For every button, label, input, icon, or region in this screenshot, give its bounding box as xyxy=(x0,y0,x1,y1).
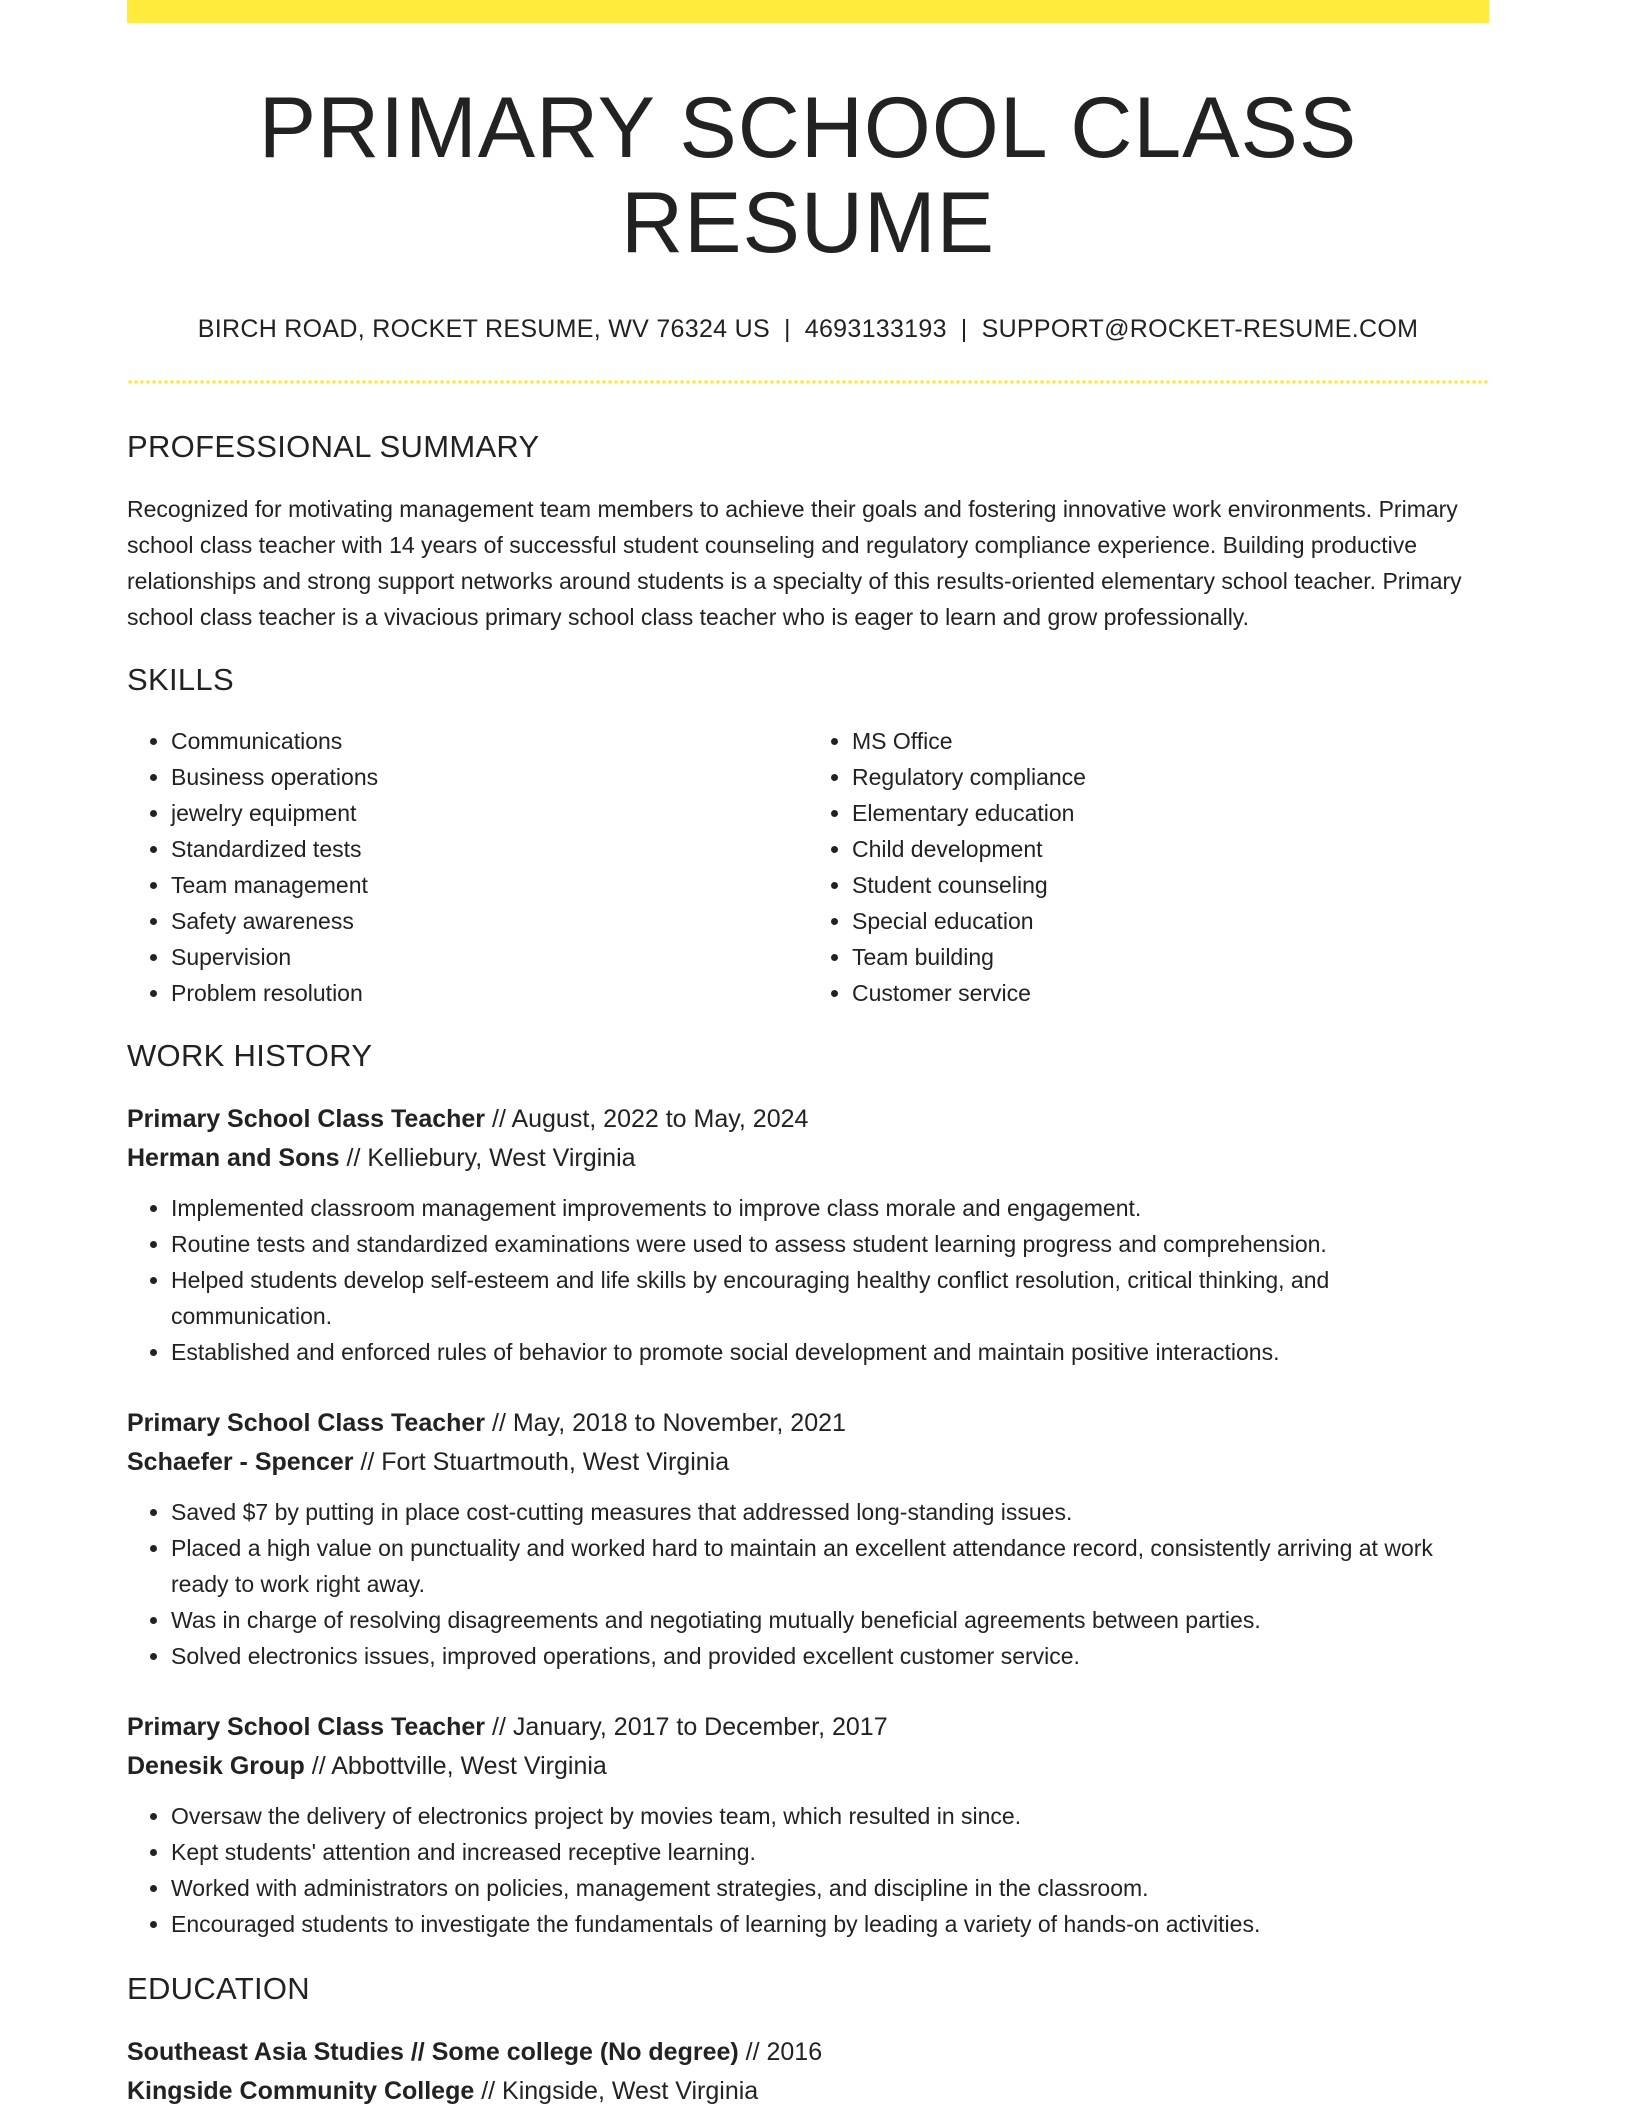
skill-item: • Team management xyxy=(171,867,808,903)
education-degree-line xyxy=(127,2033,1489,2072)
resume-title: PRIMARY SCHOOL CLASS RESUME xyxy=(258,80,1358,271)
summary-text: Recognized for motivating management team members to achieve their goals and fostering innovative work environments. Primary school class teacher with 14 years of successful student counseling and regulatory compliance experience. Building productive relationships and strong support networks around students is a specialty of this results-oriented elementary school teacher. Primary school class teacher is a vivacious primary school class teacher who is eager to learn and grow professionally. xyxy=(127,496,1462,631)
job-company: Schaefer - Spencer xyxy=(127,1447,354,1476)
dotted-divider xyxy=(127,380,1489,384)
job-dates: // May, 2018 to November, 2021 xyxy=(485,1408,846,1437)
skill-item: • jewelry equipment xyxy=(171,795,808,831)
job-dates: // January, 2017 to December, 2017 xyxy=(485,1712,888,1741)
skill-item: • Supervision xyxy=(171,939,808,975)
job-role: Primary School Class Teacher xyxy=(127,1712,486,1741)
job-company: Herman and Sons xyxy=(127,1143,340,1172)
job-company: Denesik Group xyxy=(127,1751,305,1780)
skill-item: • Standardized tests xyxy=(171,831,808,867)
contact-email: SUPPORT@ROCKET-RESUME.COM xyxy=(981,315,1419,344)
skill-item: • Regulatory compliance xyxy=(852,759,1489,795)
skill-item: • MS Office xyxy=(852,723,1489,759)
contact-separator: | xyxy=(783,315,791,344)
job-bullet: • Implemented classroom management improvements to improve class morale and engagement. xyxy=(171,1190,1489,1226)
job-bullet: • Oversaw the delivery of electronics project by movies team, which resulted in since. xyxy=(171,1798,1489,1834)
job-bullet: • Helped students develop self-esteem and life skills by encouraging healthy conflict resolution, critical thinking, and communication. xyxy=(171,1262,1489,1334)
job-bullet: • Encouraged students to investigate the fundamentals of learning by leading a variety of hands-on activities. xyxy=(171,1906,1489,1942)
accent-top-bar xyxy=(127,0,1489,23)
job-bullet: • Was in charge of resolving disagreements and negotiating mutually beneficial agreements between parties. xyxy=(171,1602,1489,1638)
job-bullet: • Established and enforced rules of behavior to promote social development and maintain positive interactions. xyxy=(171,1334,1489,1370)
education-year: // 2016 xyxy=(738,2037,823,2066)
skills-heading: SKILLS xyxy=(127,662,234,698)
job-company-line xyxy=(127,1443,1489,1482)
job-company-line xyxy=(127,1139,1489,1178)
skill-item: • Team building xyxy=(852,939,1489,975)
job-bullet: • Worked with administrators on policies, management strategies, and discipline in the classroom. xyxy=(171,1870,1489,1906)
job-bullet: • Placed a high value on punctuality and worked hard to maintain an excellent attendance record, consistently arriving at work ready to work right away. xyxy=(171,1530,1489,1602)
work-history-heading: WORK HISTORY xyxy=(127,1037,373,1073)
skill-item: • Problem resolution xyxy=(171,975,808,1011)
skills-list-right xyxy=(808,723,1489,1011)
job-location: // Kelliebury, West Virginia xyxy=(339,1143,636,1172)
skills-grid xyxy=(127,723,1489,1011)
contact-phone: 4693133193 xyxy=(804,315,947,344)
education-location: // Kingside, West Virginia xyxy=(474,2076,759,2105)
education-school: Kingside Community College xyxy=(127,2076,475,2105)
summary-heading: PROFESSIONAL SUMMARY xyxy=(127,429,540,465)
job-location: // Fort Stuartmouth, West Virginia xyxy=(353,1447,730,1476)
job-role: Primary School Class Teacher xyxy=(127,1104,486,1133)
job-bullet: • Kept students' attention and increased receptive learning. xyxy=(171,1834,1489,1870)
job-entry xyxy=(127,1100,1489,1370)
resume-page xyxy=(127,0,1489,2111)
contact-separator: | xyxy=(960,315,968,344)
contact-address: BIRCH ROAD, ROCKET RESUME, WV 76324 US xyxy=(197,315,770,344)
education-entry xyxy=(127,2033,1489,2111)
skill-item: • Communications xyxy=(171,723,808,759)
skill-item: • Elementary education xyxy=(852,795,1489,831)
education-heading: EDUCATION xyxy=(127,1970,310,2006)
education-degree: Southeast Asia Studies // Some college (No degree) xyxy=(127,2037,739,2066)
job-role: Primary School Class Teacher xyxy=(127,1408,486,1437)
job-dates: // August, 2022 to May, 2024 xyxy=(485,1104,809,1133)
skill-item: • Student counseling xyxy=(852,867,1489,903)
job-bullets xyxy=(127,1798,1489,1942)
job-location: // Abbottville, West Virginia xyxy=(304,1751,607,1780)
job-bullet: • Saved $7 by putting in place cost-cutting measures that addressed long-standing issues. xyxy=(171,1494,1489,1530)
job-bullet: • Solved electronics issues, improved operations, and provided excellent customer service. xyxy=(171,1638,1489,1674)
job-title-line xyxy=(127,1708,1489,1747)
job-bullets xyxy=(127,1190,1489,1370)
skill-item: • Child development xyxy=(852,831,1489,867)
skill-item: • Safety awareness xyxy=(171,903,808,939)
job-bullet: • Routine tests and standardized examinations were used to assess student learning progress and comprehension. xyxy=(171,1226,1489,1262)
skill-item: • Business operations xyxy=(171,759,808,795)
skill-item: • Special education xyxy=(852,903,1489,939)
job-entry xyxy=(127,1708,1489,1942)
job-title-line xyxy=(127,1100,1489,1139)
job-company-line xyxy=(127,1747,1489,1786)
skills-list-left xyxy=(127,723,808,1011)
education-school-line xyxy=(127,2072,1489,2111)
job-entry xyxy=(127,1404,1489,1674)
job-title-line xyxy=(127,1404,1489,1443)
contact-line xyxy=(127,314,1489,344)
job-bullets xyxy=(127,1494,1489,1674)
skill-item: • Customer service xyxy=(852,975,1489,1011)
